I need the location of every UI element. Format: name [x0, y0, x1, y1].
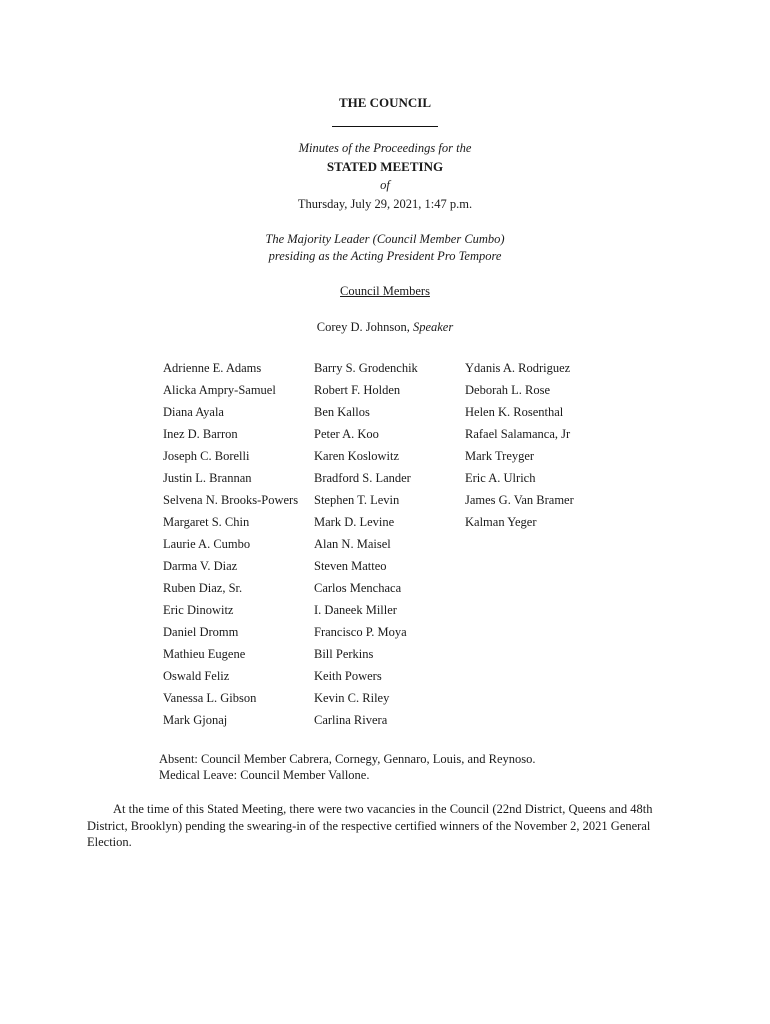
council-member-name: Bradford S. Lander: [314, 471, 411, 485]
minutes-subtitle: Minutes of the Proceedings for the: [298, 141, 472, 155]
council-member-name: Bill Perkins: [314, 647, 374, 661]
of-connector: of: [380, 178, 390, 192]
council-member-name: Keith Powers: [314, 669, 382, 683]
council-member-name: Kevin C. Riley: [314, 691, 390, 705]
council-member-name: I. Daneek Miller: [314, 603, 397, 617]
council-member-name: Eric Dinowitz: [163, 603, 234, 617]
speaker-role: Speaker: [412, 320, 454, 334]
absent-line: Absent: Council Member Cabrera, Cornegy, Gennaro, Louis, and Reynoso.: [159, 752, 536, 766]
council-member-name: Selvena N. Brooks-Powers: [163, 493, 299, 507]
council-member-name: Karen Koslowitz: [314, 449, 400, 463]
council-member-name: Laurie A. Cumbo: [163, 537, 251, 551]
meeting-type: STATED MEETING: [326, 159, 444, 174]
council-member-name: Mark Gjonaj: [163, 713, 228, 727]
council-member-name: Deborah L. Rose: [465, 383, 551, 397]
council-member-name: Kalman Yeger: [465, 515, 537, 529]
council-member-name: Eric A. Ulrich: [465, 471, 536, 485]
council-member-name: Mark Treyger: [465, 449, 535, 463]
council-member-name: Barry S. Grodenchik: [314, 361, 418, 375]
title-underline-rule: [332, 126, 438, 127]
council-member-name: Vanessa L. Gibson: [163, 691, 257, 705]
speaker-line: [0, 320, 770, 335]
members-column-2: [314, 360, 418, 734]
council-member-name: Steven Matteo: [314, 559, 387, 573]
council-member-name: Justin L. Brannan: [163, 471, 252, 485]
council-member-name: Darma V. Diaz: [163, 559, 238, 573]
council-member-name: Peter A. Koo: [314, 427, 379, 441]
council-member-name: Carlos Menchaca: [314, 581, 402, 595]
council-members-heading: Council Members: [340, 284, 430, 298]
document-title: THE COUNCIL: [338, 95, 432, 110]
council-member-name: Stephen T. Levin: [314, 493, 400, 507]
council-member-name: Ruben Diaz, Sr.: [163, 581, 243, 595]
council-member-name: Robert F. Holden: [314, 383, 401, 397]
council-member-name: Ben Kallos: [314, 405, 370, 419]
meeting-datetime: Thursday, July 29, 2021, 1:47 p.m.: [297, 197, 473, 211]
members-column-1: [163, 360, 298, 734]
council-member-name: Diana Ayala: [163, 405, 224, 419]
council-member-name: Alan N. Maisel: [314, 537, 391, 551]
medical-leave-line: Medical Leave: Council Member Vallone.: [159, 768, 370, 782]
council-member-name: Adrienne E. Adams: [163, 361, 262, 375]
presiding-line-2: presiding as the Acting President Pro Tempore: [268, 249, 502, 263]
vacancies-paragraph: At the time of this Stated Meeting, there were two vacancies in the Council (22nd District, Queens and 48th District, Brooklyn) pending the swearing-in of the respective certified winners of the November 2, 2021 General Election.: [87, 802, 653, 849]
council-member-name: Helen K. Rosenthal: [465, 405, 564, 419]
members-column-3: [465, 360, 574, 536]
council-member-name: Mathieu Eugene: [163, 647, 246, 661]
council-member-name: Francisco P. Moya: [314, 625, 407, 639]
council-member-name: Inez D. Barron: [163, 427, 238, 441]
council-member-name: Oswald Feliz: [163, 669, 230, 683]
council-member-name: Joseph C. Borelli: [163, 449, 250, 463]
council-member-name: Margaret S. Chin: [163, 515, 250, 529]
council-member-name: Ydanis A. Rodriguez: [465, 361, 571, 375]
speaker-name: Corey D. Johnson,: [316, 320, 410, 334]
council-member-name: Carlina Rivera: [314, 713, 388, 727]
council-member-name: Alicka Ampry-Samuel: [163, 383, 276, 397]
council-member-name: Mark D. Levine: [314, 515, 395, 529]
council-member-name: James G. Van Bramer: [465, 493, 574, 507]
council-member-name: Rafael Salamanca, Jr: [465, 427, 571, 441]
presiding-line-1: The Majority Leader (Council Member Cumbo): [265, 232, 505, 246]
council-member-name: Daniel Dromm: [163, 625, 239, 639]
